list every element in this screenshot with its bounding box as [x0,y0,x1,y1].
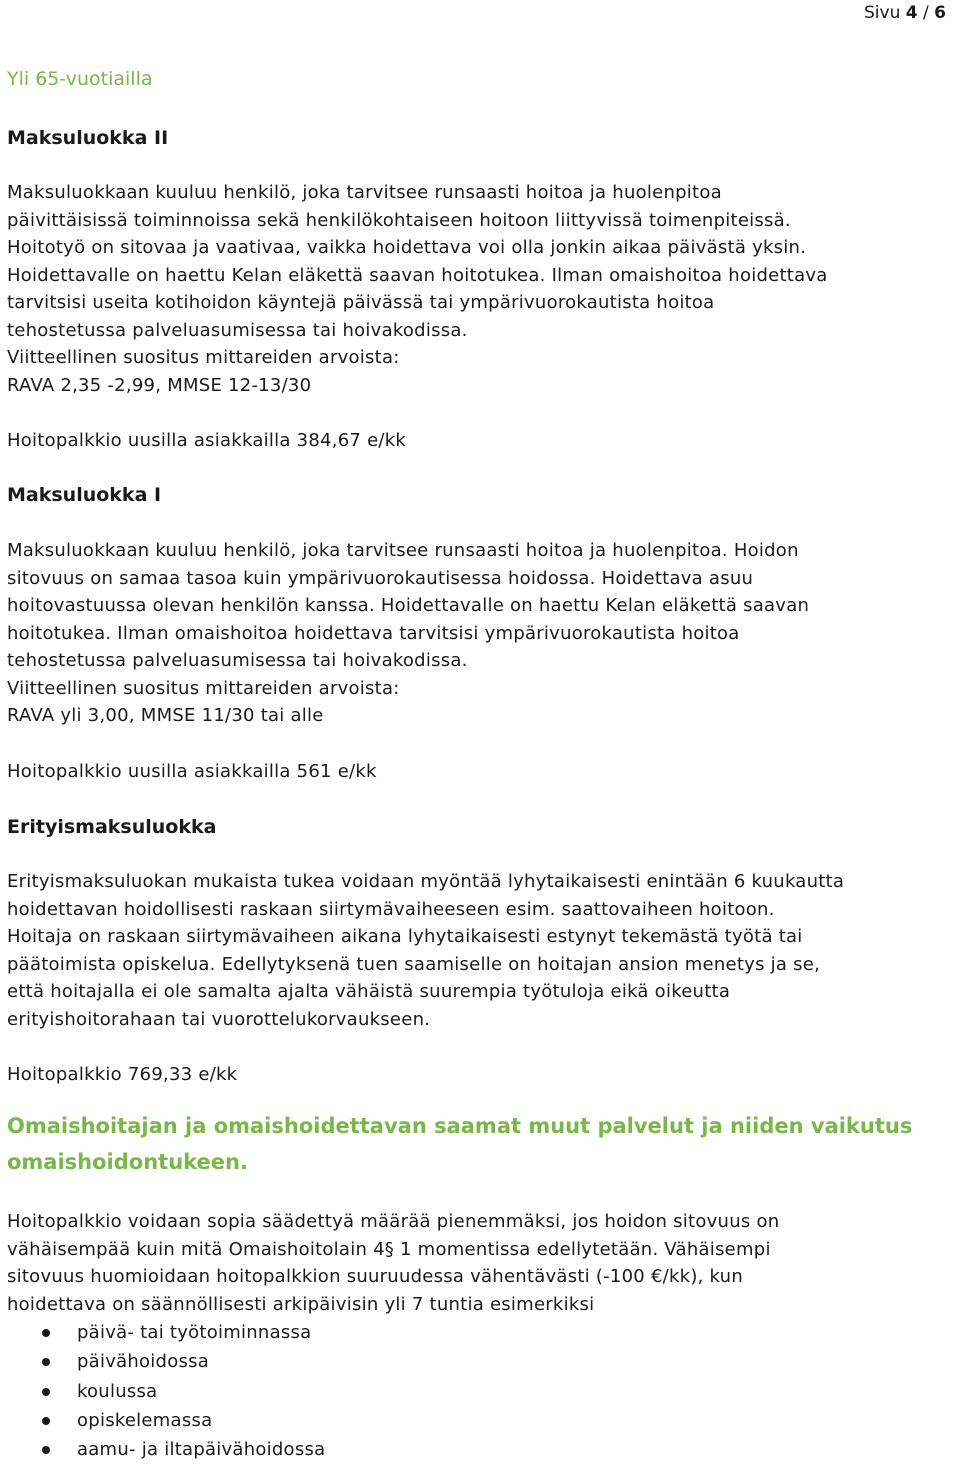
list-item-label: aamu- ja iltapäivähoidossa [77,1439,326,1461]
list-item [7,1406,325,1435]
heading-line: omaishoidontukeen. [7,1150,248,1174]
page-number-separator: / [923,3,929,23]
heading-other-services [7,1108,947,1180]
page-number-total: 6 [934,3,946,23]
page-number [864,2,946,24]
paragraph-maksuluokka-1 [7,537,957,730]
bullet-icon [42,1358,50,1366]
text-line: hoitovastuussa olevan henkilön kanssa. Hoidettavalle on haettu Kelan eläkettä saavan [7,595,810,616]
heading-maksuluokka-1: Maksuluokka I [7,484,162,506]
text-line: hoidettavan hoidollisesti raskaan siirtymävaiheeseen esim. saattovaiheen hoitoon. [7,898,775,920]
paragraph-other-services [7,1208,957,1318]
bullet-icon [42,1446,50,1454]
list-item-label: opiskelemassa [77,1409,213,1431]
text-line: Viitteellinen suositus mittareiden arvoista: [7,347,400,368]
text-line: tehostetussa palveluasumisessa tai hoivakodissa. [7,650,468,671]
list-item [7,1318,325,1347]
fee-maksuluokka-1: Hoitopalkkio uusilla asiakkailla 561 e/kk [7,761,377,782]
heading-maksuluokka-2: Maksuluokka II [7,127,169,149]
page-number-current: 4 [905,3,918,23]
text-line: hoidettava on säännöllisesti arkipäivisin yli 7 tuntia esimerkiksi [7,1293,595,1315]
bullet-icon [42,1329,50,1337]
text-line: että hoitajalla ei ole samalta ajalta vähäistä suurempia työtuloja eikä oikeutta [7,981,731,1002]
text-line: tehostetussa palveluasumisessa tai hoivakodissa. [7,319,468,341]
list-item-label: koulussa [77,1380,158,1402]
text-line: Hoitotyö on sitovaa ja vaativaa, vaikka hoidettava voi olla jonkin aikaa päivästä yksin. [7,237,807,258]
text-line: RAVA yli 3,00, MMSE 11/30 tai alle [7,705,324,726]
bullet-icon [42,1388,50,1396]
fee-erityismaksuluokka: Hoitopalkkio 769,33 e/kk [7,1064,238,1085]
text-line: erityishoitorahaan tai vuorottelukorvaukseen. [7,1008,431,1030]
text-line: Maksuluokkaan kuuluu henkilö, joka tarvitsee runsaasti hoitoa ja huolenpitoa [7,182,722,203]
bullet-icon [42,1417,50,1425]
list-item-label: päivähoidossa [77,1351,210,1373]
text-line: tarvitsisi useita kotihoidon käyntejä päivässä tai ympärivuorokautista hoitoa [7,292,715,313]
section-title: Yli 65-vuotiailla [7,68,153,90]
page-number-prefix: Sivu [864,3,901,23]
text-line: hoitotukea. Ilman omaishoitoa hoidettava tarvitsisi ympärivuorokautista hoitoa [7,622,740,644]
text-line: Hoitaja on raskaan siirtymävaiheen aikana lyhytaikaisesti estynyt tekemästä työtä tai [7,926,803,947]
list-item [7,1347,325,1376]
heading-line: Omaishoitajan ja omaishoidettavan saamat muut palvelut ja niiden vaikutus [7,1114,913,1138]
text-line: sitovuus on samaa tasoa kuin ympärivuorokautisessa hoidossa. Hoidettava asuu [7,567,754,589]
list-item [7,1435,325,1464]
text-line: Maksuluokkaan kuuluu henkilö, joka tarvitsee runsaasti hoitoa ja huolenpitoa. Hoidon [7,540,799,561]
heading-erityismaksuluokka: Erityismaksuluokka [7,816,217,838]
list-item-label: päivä- tai työtoiminnassa [77,1322,312,1343]
paragraph-erityismaksuluokka [7,868,957,1033]
text-line: Hoitopalkkio voidaan sopia säädettyä määrää pienemmäksi, jos hoidon sitovuus on [7,1211,780,1232]
text-line: päätoimista opiskelua. Edellytyksenä tuen saamiselle on hoitajan ansion menetys ja se, [7,953,821,975]
text-line: sitovuus huomioidaan hoitopalkkion suuruudessa vähentävästi (-100 €/kk), kun [7,1266,743,1287]
fee-maksuluokka-2: Hoitopalkkio uusilla asiakkailla 384,67 e/kk [7,430,407,451]
list-item [7,1377,325,1406]
text-line: RAVA 2,35 -2,99, MMSE 12-13/30 [7,374,312,396]
paragraph-maksuluokka-2 [7,179,957,399]
text-line: Erityismaksuluokan mukaista tukea voidaan myöntää lyhytaikaisesti enintään 6 kuukautta [7,871,845,892]
text-line: Viitteellinen suositus mittareiden arvoista: [7,677,400,699]
text-line: Hoidettavalle on haettu Kelan eläkettä saavan hoitotukea. Ilman omaishoitoa hoidettava [7,264,828,286]
bullet-list [7,1318,325,1464]
text-line: päivittäisissä toiminnoissa sekä henkilökohtaiseen hoitoon liittyvissä toimenpiteissä. [7,209,791,231]
text-line: vähäisempää kuin mitä Omaishoitolain 4§ 1 momentissa edellytetään. Vähäisempi [7,1238,771,1260]
